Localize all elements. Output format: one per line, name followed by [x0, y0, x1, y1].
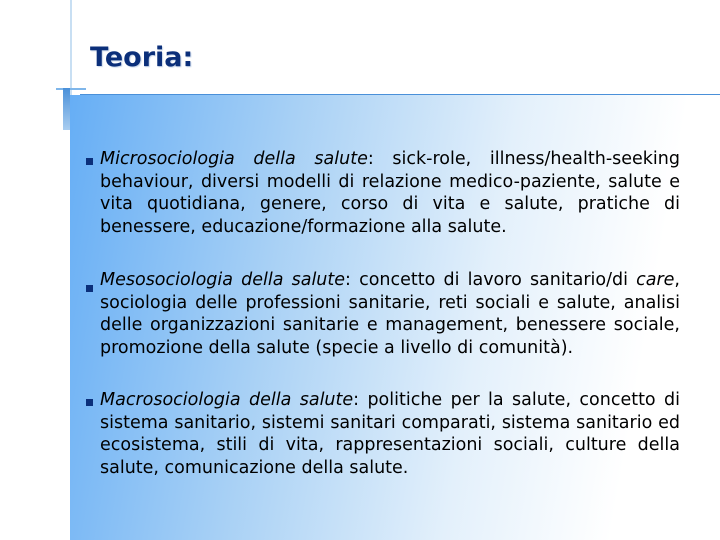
decorative-short-line — [56, 88, 86, 90]
bullet-separator: : — [353, 390, 360, 410]
bullet-square-icon — [86, 285, 93, 292]
bullet-care-word: care — [636, 270, 675, 290]
decorative-vertical-bar — [63, 88, 70, 130]
slide-title: Teoria: — [90, 42, 194, 73]
bullet-term: Mesosociologia della salute — [100, 270, 346, 290]
bullet-separator: : — [345, 270, 351, 290]
bullet-square-icon — [86, 158, 93, 165]
bullet-mesosociologia — [100, 269, 680, 359]
bullet-macrosociologia — [100, 389, 680, 479]
decorative-horizontal-line — [80, 94, 720, 95]
decorative-vertical-line — [70, 0, 72, 95]
bullet-body: politiche per la salute, concetto di sistema sanitario, sistemi sanitari comparati, sistema sanitario ed ecosistema, stili di vita, rappresentazioni sociali, culture della salute, comunicazione della salute. — [100, 390, 680, 478]
bullet-microsociologia — [100, 148, 680, 238]
bullet-separator: : — [367, 149, 374, 169]
bullet-body-part-1: concetto di lavoro sanitario/di — [350, 270, 637, 290]
bullet-square-icon — [86, 399, 93, 406]
bullet-body: sick-role, illness/health-seeking behaviour, diversi modelli di relazione medico-paziente, salute e vita quotidiana, genere, corso di vita e salute, pratiche di benessere, educazione/formazione alla salute. — [100, 149, 680, 237]
bullet-term: Microsociologia della salute — [100, 149, 368, 169]
bullet-body-part-2: , sociologia delle professioni sanitarie, reti sociali e salute, analisi delle organizzazioni sanitarie e management, benessere sociale, promozione della salute (specie a livello di comunità). — [100, 270, 680, 358]
bullet-term: Macrosociologia della salute — [100, 390, 354, 410]
